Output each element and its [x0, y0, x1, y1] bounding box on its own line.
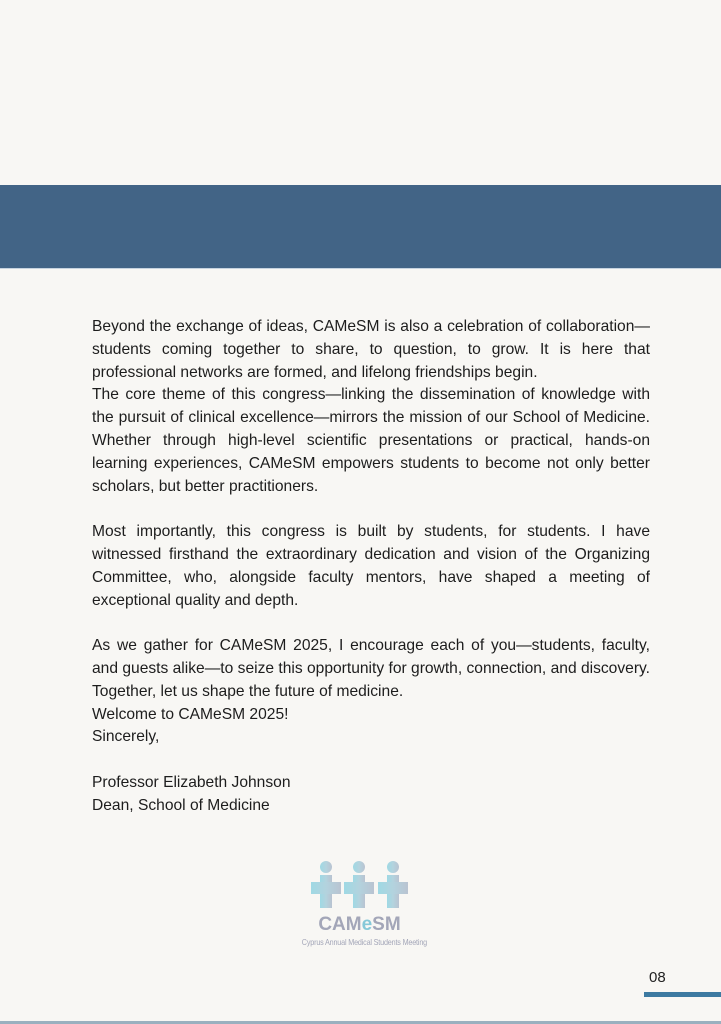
signature-title: Dean, School of Medicine	[92, 796, 270, 814]
header-band	[0, 185, 721, 269]
paragraph-1a: Beyond the exchange of ideas, CAMeSM is also a celebration of collaboration—students coming together to share, to question, to grow. It is here that professional networks are formed, and lifelong friendships begin.	[92, 318, 650, 381]
paragraph-2: Most importantly, this congress is built by students, for students. I have witnessed firsthand the extraordinary dedication and vision of the Organizing Committee, who, alongside faculty mentors, have shaped a meeting of exceptional quality and depth.	[92, 523, 650, 609]
paragraph-3: As we gather for CAMeSM 2025, I encourage each of you—students, faculty, and guests alike—to seize this opportunity for growth, connection, and discovery. Together, let us shape the future of medicine.	[92, 637, 650, 700]
signature-name: Professor Elizabeth Johnson	[92, 773, 291, 791]
closing-line: Sincerely,	[92, 728, 160, 746]
page-number: 08	[649, 969, 666, 986]
letter-body	[92, 316, 650, 818]
medical-cross-figures-icon	[296, 860, 423, 910]
paragraph-1b: The core theme of this congress—linking the dissemination of knowledge with the pursuit of clinical excellence—mirrors the mission of our School of Medicine. Whether through high-level scientific presentations or practical, hands-on learning experiences, CAMeSM empowers students to become not only better scholars, but better practitioners.	[92, 386, 650, 495]
logo-subtitle: Cyprus Annual Medical Students Meeting	[301, 937, 427, 947]
camesm-logo	[296, 860, 436, 952]
welcome-line: Welcome to CAMeSM 2025!	[92, 705, 289, 723]
header-band-edge	[0, 268, 721, 269]
page-number-bar	[644, 992, 721, 997]
logo-title: CAMeSM	[318, 914, 401, 935]
